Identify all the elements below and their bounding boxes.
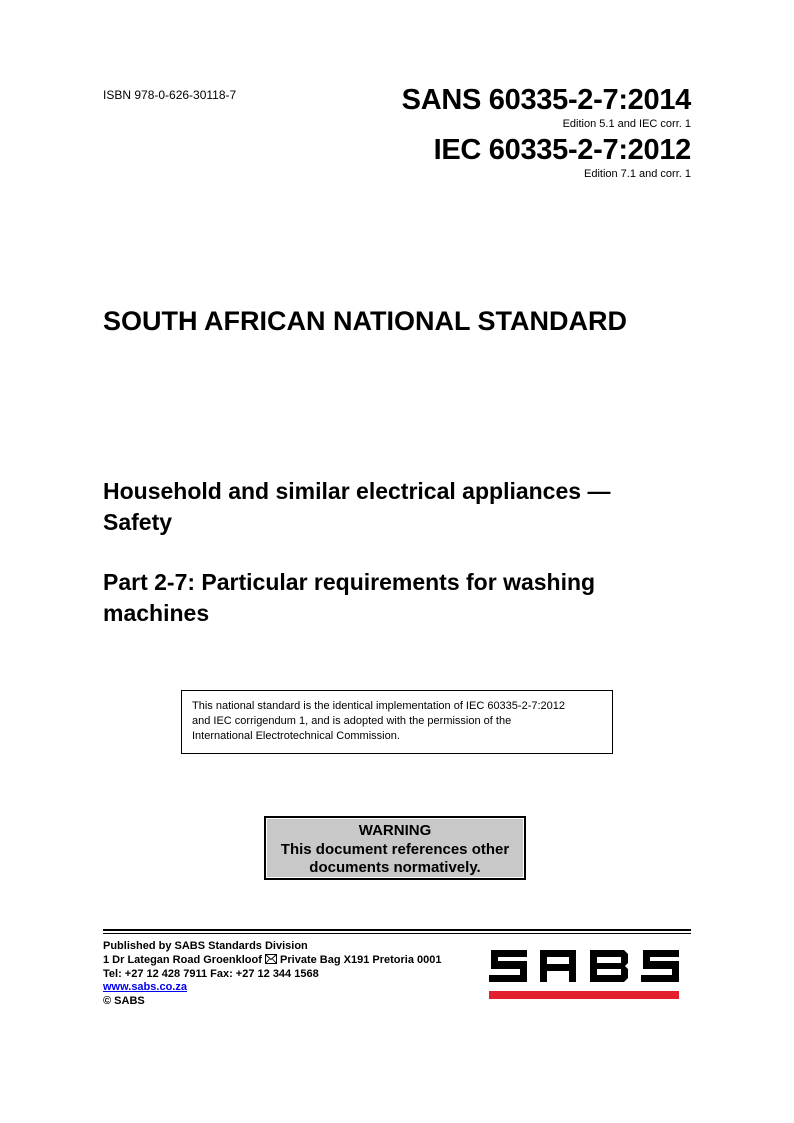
warning-text: documents normatively. bbox=[309, 859, 481, 876]
iec-standard-code: IEC 60335-2-7:2012 bbox=[433, 134, 691, 166]
warning-box bbox=[264, 816, 526, 880]
sabs-logo bbox=[487, 948, 681, 1000]
title-line: Safety bbox=[103, 509, 173, 535]
national-standard-heading: SOUTH AFRICAN NATIONAL STANDARD bbox=[103, 306, 627, 336]
publisher-address bbox=[103, 954, 441, 968]
sans-edition: Edition 5.1 and IEC corr. 1 bbox=[562, 118, 691, 130]
document-title bbox=[103, 476, 703, 538]
footer-divider bbox=[103, 933, 691, 934]
copyright: © SABS bbox=[103, 995, 145, 1008]
sabs-logo-letters bbox=[489, 950, 679, 982]
envelope-icon bbox=[265, 954, 277, 964]
adoption-notice-line: and IEC corrigendum 1, and is adopted with the permission of the bbox=[192, 715, 512, 727]
isbn: ISBN 978-0-626-30118-7 bbox=[103, 88, 237, 102]
website-link[interactable]: www.sabs.co.za bbox=[103, 981, 187, 994]
subtitle-line: machines bbox=[103, 600, 210, 626]
adoption-notice-box bbox=[181, 690, 613, 754]
publisher-name: Published by SABS Standards Division bbox=[103, 940, 308, 952]
sans-standard-code: SANS 60335-2-7:2014 bbox=[401, 84, 691, 116]
address-street: 1 Dr Lategan Road Groenkloof bbox=[103, 953, 262, 966]
warning-heading: WARNING bbox=[358, 822, 432, 839]
document-subtitle bbox=[103, 567, 703, 629]
adoption-notice-line: International Electrotechnical Commission. bbox=[192, 730, 400, 742]
iec-edition: Edition 7.1 and corr. 1 bbox=[583, 168, 691, 180]
adoption-notice-line: This national standard is the identical implementation of IEC 60335-2-7:2012 bbox=[192, 700, 566, 712]
sabs-logo-bar bbox=[489, 991, 679, 999]
subtitle-line: Part 2-7: Particular requirements for washing bbox=[103, 569, 596, 595]
warning-text: This document references other bbox=[280, 840, 510, 858]
address-postal: Private Bag X191 Pretoria 0001 bbox=[280, 953, 442, 966]
publisher-info bbox=[103, 940, 441, 1009]
footer-divider bbox=[103, 929, 691, 931]
title-line: Household and similar electrical appliances — bbox=[103, 478, 611, 504]
publisher-contact: Tel: +27 12 428 7911 Fax: +27 12 344 1568 bbox=[103, 967, 319, 980]
